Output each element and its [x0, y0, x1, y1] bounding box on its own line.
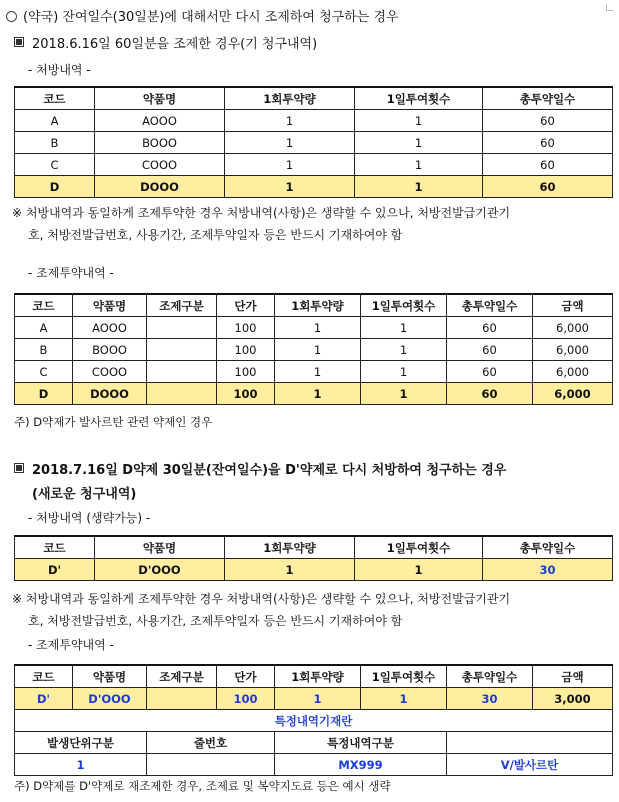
header-cell: 총투약일수	[447, 294, 533, 317]
section2-note-line1: ※ 처방내역과 동일하게 조제투약한 경우 처방내역(사항)은 생략할 수 있으나, 처방전발급기관기	[12, 592, 511, 606]
table-row	[15, 132, 613, 154]
table-cell: 6,000	[533, 361, 613, 383]
section2-prescription-table	[14, 535, 613, 581]
special-value-cell: V/발사르탄	[447, 754, 613, 776]
square-bullet-icon	[14, 463, 24, 473]
header-cell: 단가	[217, 294, 275, 317]
section1-dispensing-table	[14, 293, 613, 405]
header-cell: 코드	[15, 87, 95, 110]
header-cell: 1회투약량	[275, 294, 361, 317]
page-corner-mark	[606, 4, 613, 11]
special-title-cell: 특정내역기재란	[15, 710, 613, 732]
doc-heading-text: (약국) 잔여일수(30일분)에 대해서만 다시 조제하여 청구하는 경우	[23, 10, 399, 25]
special-header-cell: 발생단위구분	[15, 732, 147, 754]
table-cell: 1	[355, 559, 483, 581]
table-cell: 1	[361, 339, 447, 361]
table-header-row	[15, 536, 613, 559]
section2-title	[14, 459, 506, 478]
header-cell: 약품명	[95, 536, 225, 559]
table-cell: 100	[217, 339, 275, 361]
special-value-cell: 1	[15, 754, 147, 776]
table-cell: 1	[275, 317, 361, 339]
table-cell: 1	[275, 339, 361, 361]
table-cell: 1	[361, 688, 447, 710]
header-cell: 약품명	[73, 665, 147, 688]
section1-note-line2: 호, 처방전발급번호, 사용기간, 조제투약일자 등은 반드시 기재하여야 함	[28, 228, 403, 242]
table-cell: DOOO	[95, 176, 225, 198]
table-cell: 1	[225, 559, 355, 581]
table-cell: 6,000	[533, 339, 613, 361]
table-cell: 30	[483, 559, 613, 581]
table-cell: 100	[217, 383, 275, 405]
table-row	[15, 361, 613, 383]
table-cell: 1	[275, 361, 361, 383]
table-cell: 1	[361, 383, 447, 405]
table-row-highlighted	[15, 176, 613, 198]
table-cell: AOOO	[95, 110, 225, 132]
header-cell: 금액	[533, 294, 613, 317]
table-cell: 60	[483, 176, 613, 198]
section2-dispensing-table	[14, 664, 613, 776]
table-row	[15, 339, 613, 361]
table-cell: 60	[483, 154, 613, 176]
section2-prescription-label: - 처방내역 (생략가능) -	[28, 511, 151, 525]
table-row-highlighted	[15, 383, 613, 405]
table-cell: 1	[225, 154, 355, 176]
section2-title-text: 2018.7.16일 D약제 30일분(잔여일수)을 D'약제로 다시 처방하여 청구하는 경우	[32, 463, 507, 478]
header-cell: 약품명	[73, 294, 147, 317]
header-cell: 약품명	[95, 87, 225, 110]
table-row	[15, 154, 613, 176]
header-cell: 코드	[15, 665, 73, 688]
header-cell: 1회투약량	[275, 665, 361, 688]
table-header-row	[15, 665, 613, 688]
table-cell: 1	[225, 132, 355, 154]
header-cell: 조제구분	[147, 665, 217, 688]
table-cell: C	[15, 361, 73, 383]
table-cell: D'	[15, 559, 95, 581]
header-cell: 1일투여횟수	[355, 536, 483, 559]
table-cell: 1	[355, 110, 483, 132]
table-cell: 60	[447, 361, 533, 383]
table-cell: COOO	[95, 154, 225, 176]
section2-note-line2: 호, 처방전발급번호, 사용기간, 조제투약일자 등은 반드시 기재하여야 함	[28, 614, 403, 628]
section2-footnote: 주) D약제를 D'약제로 재조제한 경우, 조제료 및 복약지도료 등은 예시 생략	[14, 779, 391, 793]
table-cell	[147, 317, 217, 339]
header-cell: 총투약일수	[447, 665, 533, 688]
table-cell: D'OOO	[73, 688, 147, 710]
header-cell: 코드	[15, 294, 73, 317]
table-cell	[147, 688, 217, 710]
table-cell: A	[15, 110, 95, 132]
table-cell: 1	[275, 383, 361, 405]
table-cell: DOOO	[73, 383, 147, 405]
special-header-row	[15, 732, 613, 754]
header-cell: 조제구분	[147, 294, 217, 317]
section1-prescription-label: - 처방내역 -	[28, 63, 91, 77]
table-row-highlighted	[15, 688, 613, 710]
header-cell: 1일투여횟수	[361, 294, 447, 317]
table-header-row	[15, 294, 613, 317]
special-value-cell	[147, 754, 275, 776]
table-cell: AOOO	[73, 317, 147, 339]
table-row	[15, 317, 613, 339]
table-cell: C	[15, 154, 95, 176]
table-row-highlighted	[15, 559, 613, 581]
table-cell: 100	[217, 688, 275, 710]
table-cell: D'	[15, 688, 73, 710]
header-cell: 1회투약량	[225, 536, 355, 559]
table-cell: 60	[447, 383, 533, 405]
table-cell	[147, 383, 217, 405]
table-cell: 100	[217, 317, 275, 339]
table-cell: 1	[361, 361, 447, 383]
special-header-cell: 줄번호	[147, 732, 275, 754]
table-cell: 1	[225, 176, 355, 198]
section2-dispensing-label: - 조제투약내역 -	[28, 638, 114, 652]
table-cell: 60	[483, 110, 613, 132]
special-title-row	[15, 710, 613, 732]
table-cell: 3,000	[533, 688, 613, 710]
special-header-cell	[447, 732, 613, 754]
table-cell: A	[15, 317, 73, 339]
table-cell: COOO	[73, 361, 147, 383]
header-cell: 코드	[15, 536, 95, 559]
table-cell: 1	[355, 132, 483, 154]
table-row	[15, 110, 613, 132]
circle-bullet-icon	[6, 11, 17, 22]
special-value-row	[15, 754, 613, 776]
square-bullet-icon	[14, 37, 24, 47]
table-cell: 60	[447, 317, 533, 339]
doc-heading	[6, 6, 399, 25]
header-cell: 단가	[217, 665, 275, 688]
table-cell: 100	[217, 361, 275, 383]
table-cell: 6,000	[533, 383, 613, 405]
table-cell: B	[15, 132, 95, 154]
section1-dispensing-label: - 조제투약내역 -	[28, 266, 114, 280]
table-cell: 1	[361, 317, 447, 339]
table-header-row	[15, 87, 613, 110]
special-value-cell: MX999	[275, 754, 447, 776]
section1-note-line1: ※ 처방내역과 동일하게 조제투약한 경우 처방내역(사항)은 생략할 수 있으나, 처방전발급기관기	[12, 206, 511, 220]
header-cell: 1회투약량	[225, 87, 355, 110]
table-cell: D'OOO	[95, 559, 225, 581]
table-cell: D	[15, 383, 73, 405]
header-cell: 1일투여횟수	[361, 665, 447, 688]
special-header-cell: 특정내역구분	[275, 732, 447, 754]
table-cell	[147, 339, 217, 361]
table-cell: 30	[447, 688, 533, 710]
table-cell: BOOO	[73, 339, 147, 361]
table-cell: 1	[355, 154, 483, 176]
table-cell: 1	[275, 688, 361, 710]
table-cell: 1	[225, 110, 355, 132]
section2-title-line2: (새로운 청구내역)	[32, 487, 137, 502]
section1-title-text: 2018.6.16일 60일분을 조제한 경우(기 청구내역)	[32, 37, 318, 52]
table-cell: 6,000	[533, 317, 613, 339]
table-cell: 60	[483, 132, 613, 154]
header-cell: 1일투여횟수	[355, 87, 483, 110]
table-cell: BOOO	[95, 132, 225, 154]
header-cell: 총투약일수	[483, 536, 613, 559]
table-cell	[147, 361, 217, 383]
table-cell: D	[15, 176, 95, 198]
section1-footnote: 주) D약제가 발사르탄 관련 약제인 경우	[14, 415, 213, 429]
table-cell: 60	[447, 339, 533, 361]
table-cell: 1	[355, 176, 483, 198]
section1-prescription-table	[14, 86, 613, 198]
table-cell: B	[15, 339, 73, 361]
section1-title	[14, 33, 317, 52]
header-cell: 총투약일수	[483, 87, 613, 110]
header-cell: 금액	[533, 665, 613, 688]
